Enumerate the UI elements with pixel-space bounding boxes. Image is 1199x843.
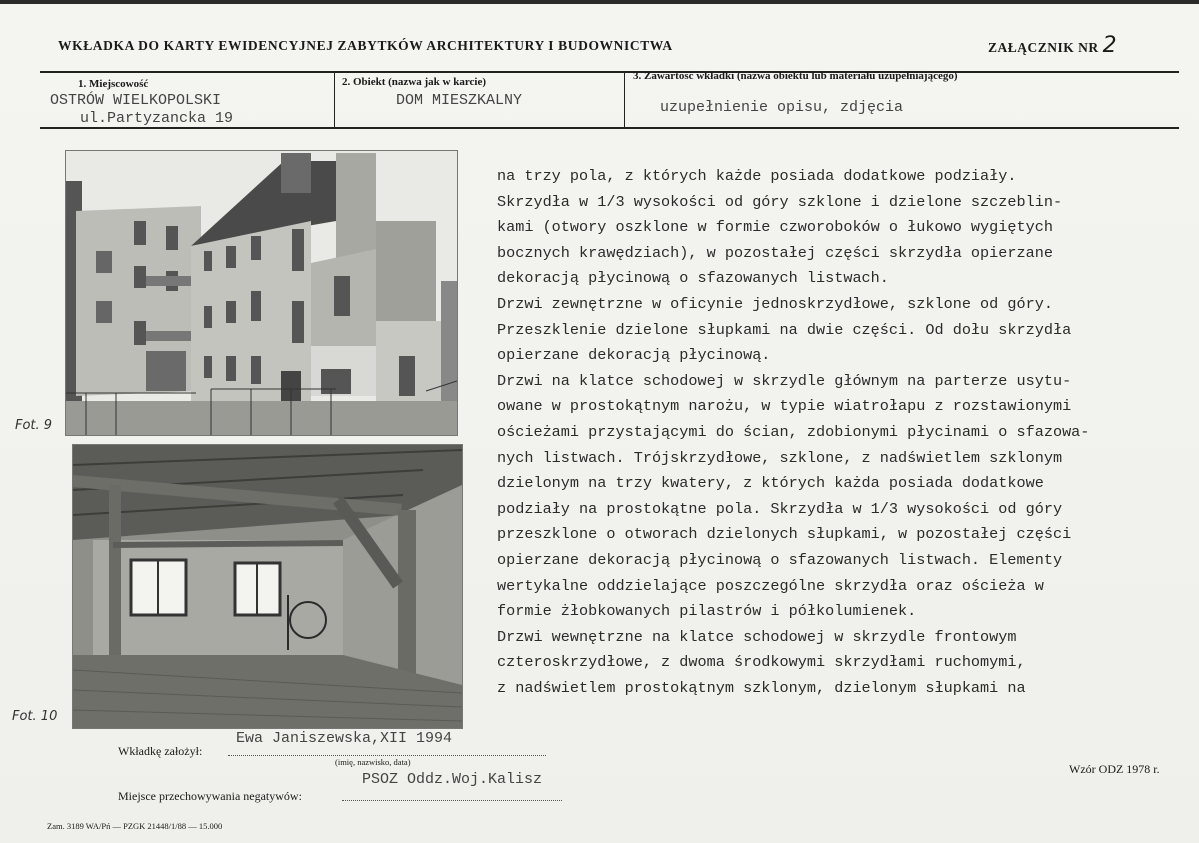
description-text [497,164,1147,701]
print-info: Zam. 3189 WA/Pń — PZGK 21448/1/88 — 15.000 [47,821,223,831]
photo-building-exterior [65,150,458,436]
description-line: Drzwi wewnętrzne na klatce schodowej w skrzydle frontowym [497,627,1017,646]
description-line: formie żłobkowanych pilastrów i półkolumienek. [497,602,917,621]
description-line: nych listwach. Trójskrzydłowe, szklone, z nadświetlem szklonym [497,448,1063,467]
contents-label: 3. Zawartość wkładki (nazwa obiektu lub materiału uzupełniającego) [633,70,958,82]
author-dotted-line [228,755,546,756]
description-line: bocznych krawędziach), w pozostałej części skrzydła opierzane [497,243,1053,262]
photo-caption-fot10: Fot. 10 [12,709,58,724]
field-box-top-rule [40,71,1179,73]
photo-caption-fot9: Fot. 9 [15,418,53,433]
object-value: DOM MIESZKALNY [396,92,523,109]
description-line: przeszklone o otworach dzielonych słupkami, w pozostałej części [497,525,1072,544]
photo-attic-interior [72,444,463,729]
storage-value: PSOZ Oddz.Woj.Kalisz [362,771,543,788]
description-line: opierzane dekoracją płycinową o sfazowanych listwach. Elementy [497,550,1063,569]
locality-label: 1. Miejscowość [78,78,149,90]
description-line: Drzwi na klatce schodowej w skrzydle głównym na parterze usytu- [497,371,1072,390]
storage-label: Miejsce przechowywania negatywów: [118,789,302,803]
description-line: na trzy pola, z których każde posiada dodatkowe podziały. [497,167,1017,185]
template-label: Wzór ODZ 1978 r. [1069,762,1160,776]
attachment-label [988,33,1117,58]
field-box-bottom-rule [40,127,1179,129]
description-line: owane w prostokątnym narożu, w typie wiatrołapu z rozstawionymi [497,397,1072,416]
description-line: podziały na prostokątne pola. Skrzydła w 1/3 wysokości od góry [497,499,1063,518]
contents-value: uzupełnienie opisu, zdjęcia [660,99,904,116]
scan-edge [0,0,1199,4]
description-line: opierzane dekoracją płycinową. [497,346,771,365]
author-value: Ewa Janiszewska,XII 1994 [236,730,453,747]
description-line: kami (otwory oszklone w formie czworoboków o łukowo wygiętych [497,218,1053,237]
attachment-number: 2 [1102,33,1118,58]
author-label: Wkładkę założył: [118,744,203,758]
description-line: dekoracją płycinową o sfazowanych listwach. [497,269,889,288]
author-hint: (imię, nazwisko, data) [335,757,411,767]
description-line: wertykalne oddzielające poszczególne skrzydła oraz ościeża w [497,576,1044,595]
description-line: Przeszklenie dzielone słupkami na dwie części. Od dołu skrzydła [497,320,1072,339]
attachment-label-text: ZAŁĄCZNIK NR [988,40,1099,55]
description-line: Skrzydła w 1/3 wysokości od góry szklone i dzielone szczeblin- [497,192,1063,211]
description-line: z nadświetlem prostokątnym szklonym, dzielonym słupkami na [497,678,1026,697]
description-line: dzielonym na trzy kwatery, z których każda posiada dodatkowe [497,474,1044,493]
object-label: 2. Obiekt (nazwa jak w karcie) [342,76,487,88]
locality-value-line2: ul.Partyzancka 19 [80,110,234,127]
storage-dotted-line [342,800,562,801]
attic-interior-image [73,445,462,728]
description-line: czteroskrzydłowe, z dwoma środkowymi skrzydłami ruchomymi, [497,653,1026,672]
field-divider-1 [334,72,335,128]
building-exterior-image [66,151,457,435]
locality-value-line1: OSTRÓW WIELKOPOLSKI [50,92,222,109]
form-title: WKŁADKA DO KARTY EWIDENCYJNEJ ZABYTKÓW ARCHITEKTURY I BUDOWNICTWA [58,38,673,53]
description-line: Drzwi zewnętrzne w oficynie jednoskrzydłowe, szklone od góry. [497,294,1053,313]
description-line: ościeżami przystającymi do ścian, zdobionymi płycinami o sfazowa- [497,422,1090,441]
field-divider-2 [624,72,625,128]
